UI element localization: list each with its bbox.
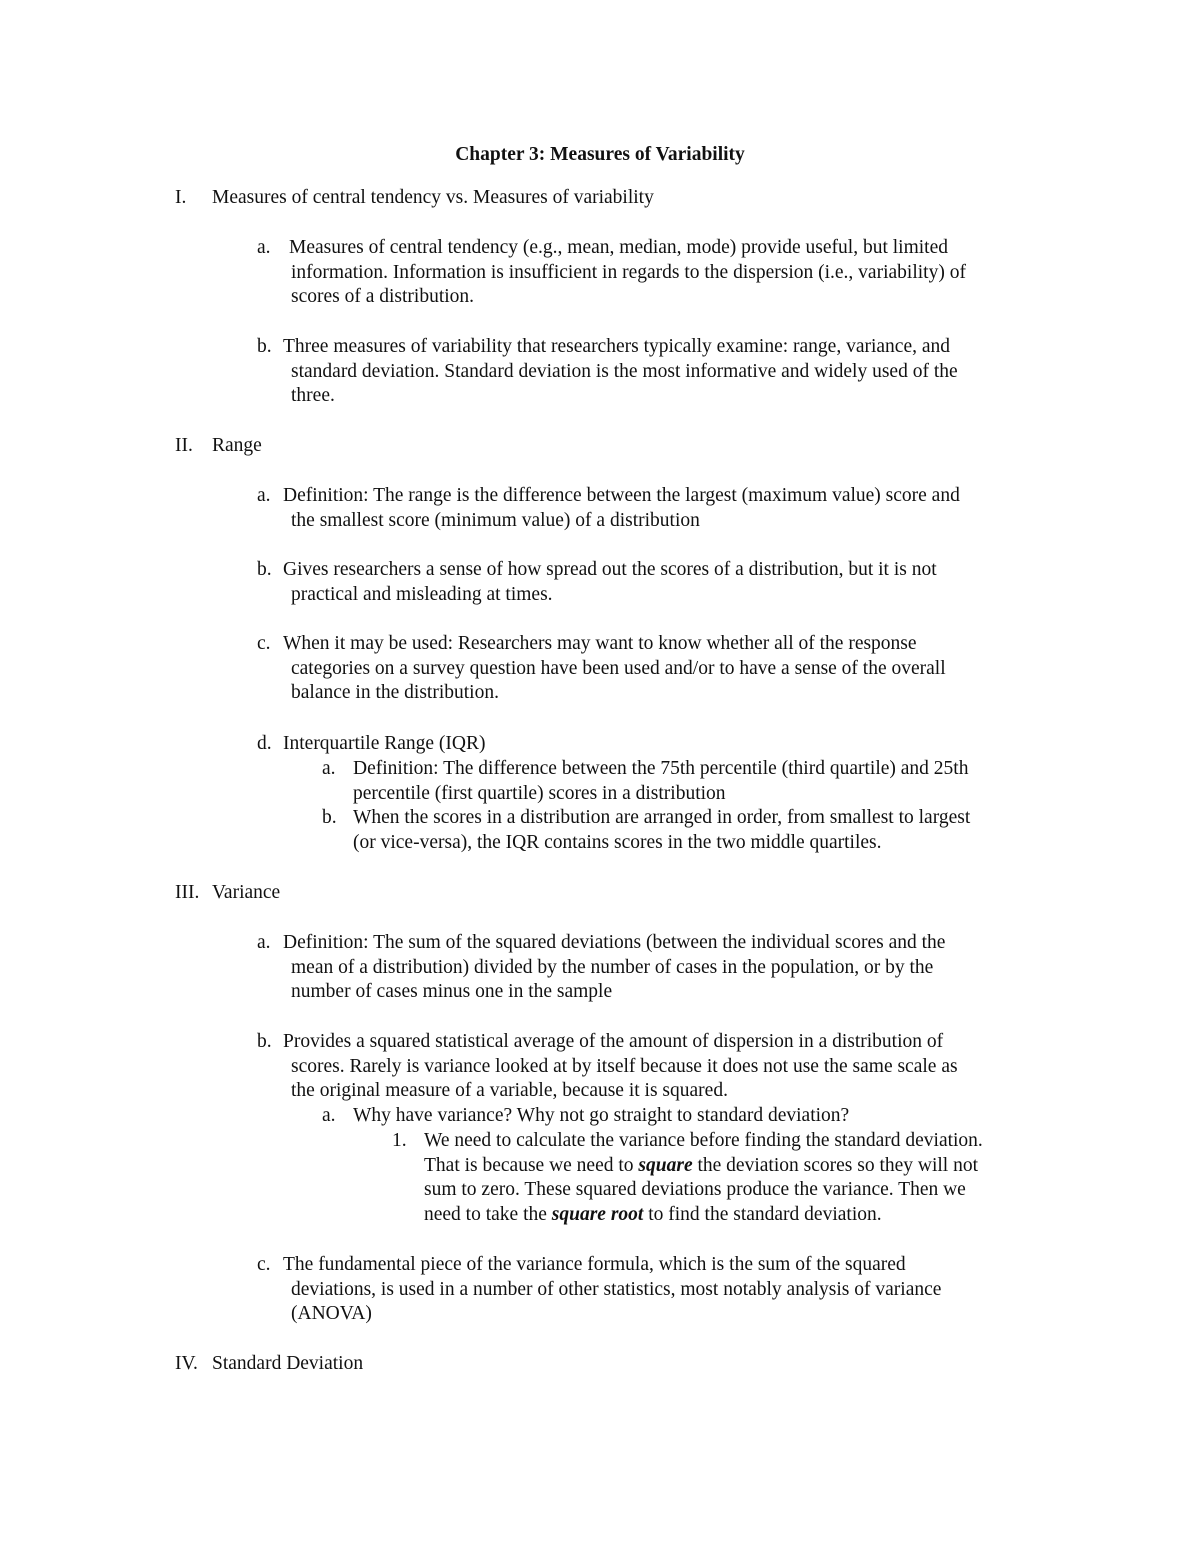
item-line: Three measures of variability that researchers typically examine: range, variance, and <box>283 336 951 357</box>
item-marker: c. <box>257 633 271 654</box>
item-marker: 1. <box>392 1130 407 1151</box>
item-line: balance in the distribution. <box>291 682 499 703</box>
item-line: Interquartile Range (IQR) <box>283 733 486 754</box>
item-line: percentile (first quartile) scores in a distribution <box>353 782 726 804</box>
item-line: scores of a distribution. <box>291 286 475 307</box>
item-marker: d. <box>257 733 272 754</box>
item-line: number of cases minus one in the sample <box>291 981 613 1002</box>
section-2-number: II. <box>175 435 193 456</box>
item-line: the original measure of a variable, because it is squared. <box>291 1080 728 1101</box>
item-line: Provides a squared statistical average of the amount of dispersion in a distribution of <box>283 1031 944 1052</box>
item-marker: b. <box>322 807 337 828</box>
emphasis-square-root: square root <box>551 1203 644 1225</box>
page-title: Chapter 3: Measures of Variability <box>455 144 745 165</box>
item-line <box>424 1154 978 1179</box>
item-line: categories on a survey question have been used and/or to have a sense of the overall <box>291 657 946 679</box>
item-marker: b. <box>257 559 272 580</box>
item-marker: a. <box>322 1105 336 1126</box>
item-line: We need to calculate the variance before finding the standard deviation. <box>424 1130 983 1151</box>
item-line: (or vice-versa), the IQR contains scores in the two middle quartiles. <box>353 831 882 853</box>
item-marker: c. <box>257 1254 271 1275</box>
item-line: the smallest score (minimum value) of a distribution <box>291 509 700 531</box>
emphasis-square: square <box>638 1154 693 1176</box>
item-line: standard deviation. Standard deviation is the most informative and widely used of the <box>291 360 958 382</box>
item-marker: b. <box>257 1031 272 1052</box>
item-line: Why have variance? Why not go straight to standard deviation? <box>353 1105 850 1126</box>
section-3-title: Variance <box>212 882 281 903</box>
item-line: sum to zero. These squared deviations produce the variance. Then we <box>424 1179 966 1200</box>
item-marker: a. <box>257 485 271 506</box>
item-line: information. Information is insufficient in regards to the dispersion (i.e., variability) of <box>291 261 966 283</box>
section-3-number: III. <box>175 882 200 903</box>
item-line: mean of a distribution) divided by the number of cases in the population, or by the <box>291 956 934 978</box>
item-line-part: the deviation scores so they will not <box>692 1154 979 1176</box>
section-4-number: IV. <box>175 1353 198 1374</box>
item-line: Definition: The difference between the 75th percentile (third quartile) and 25th <box>353 758 969 779</box>
item-line: Measures of central tendency (e.g., mean, median, mode) provide useful, but limited <box>289 237 948 258</box>
item-line-part: need to take the <box>424 1203 552 1225</box>
section-2-title: Range <box>212 435 262 456</box>
section-1-number: I. <box>175 187 187 208</box>
item-line: scores. Rarely is variance looked at by itself because it does not use the same scale as <box>291 1055 958 1077</box>
item-line-part: to find the standard deviation. <box>643 1203 882 1225</box>
item-line: Definition: The sum of the squared deviations (between the individual scores and the <box>283 932 946 953</box>
section-1-title: Measures of central tendency vs. Measures of variability <box>212 187 654 208</box>
item-line-part: That is because we need to <box>424 1154 639 1176</box>
item-line: three. <box>291 385 335 406</box>
item-marker: a. <box>322 758 336 779</box>
item-line: When the scores in a distribution are arranged in order, from smallest to largest <box>353 807 971 828</box>
item-marker: a. <box>257 932 271 953</box>
item-line: The fundamental piece of the variance formula, which is the sum of the squared <box>283 1254 906 1275</box>
item-line: Definition: The range is the difference between the largest (maximum value) score and <box>283 485 960 506</box>
item-marker: a. <box>257 237 271 258</box>
item-line: (ANOVA) <box>291 1303 372 1324</box>
section-4-title: Standard Deviation <box>212 1353 364 1374</box>
item-line: deviations, is used in a number of other statistics, most notably analysis of variance <box>291 1278 942 1300</box>
item-marker: b. <box>257 336 272 357</box>
item-line: practical and misleading at times. <box>291 583 553 605</box>
item-line: When it may be used: Researchers may want to know whether all of the response <box>283 633 917 654</box>
item-line <box>424 1203 882 1228</box>
item-line: Gives researchers a sense of how spread out the scores of a distribution, but it is not <box>283 559 937 580</box>
